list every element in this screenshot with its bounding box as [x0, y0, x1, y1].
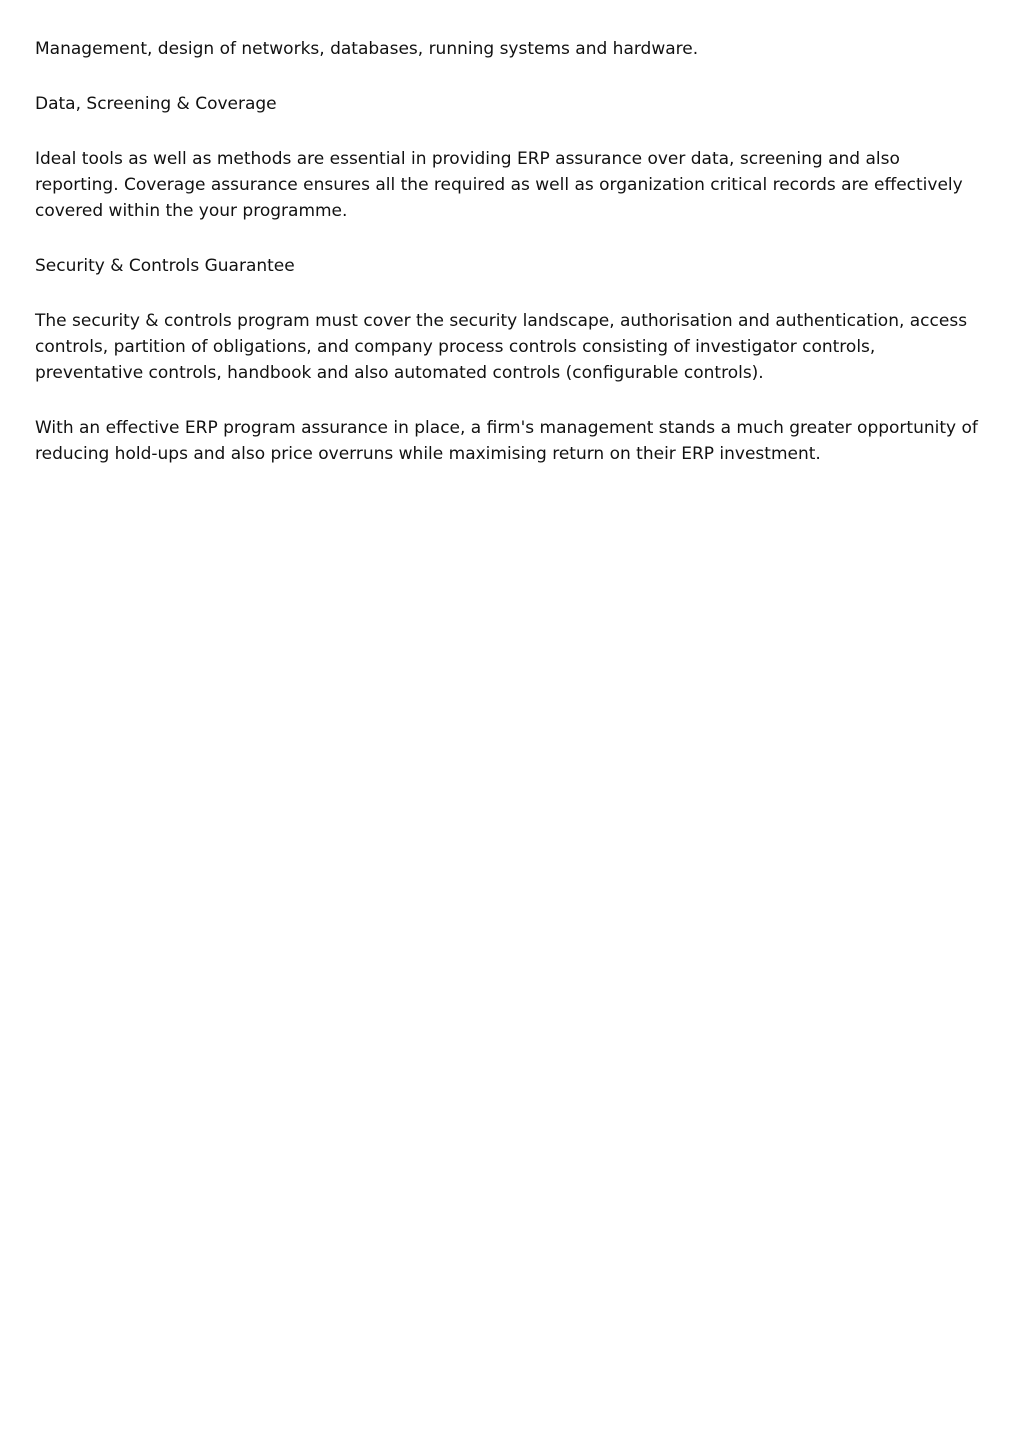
intro-paragraph: Management, design of networks, databases, running systems and hardware. [35, 39, 699, 59]
section-heading-security-controls: Security & Controls Guarantee [35, 256, 295, 276]
conclusion-paragraph: With an effective ERP program assurance in place, a firm's management stands a much greater opportunity of reducing hold-ups and also price overruns while maximising return on their ERP investment. [35, 418, 978, 464]
section-heading-data-screening-coverage: Data, Screening & Coverage [35, 94, 277, 114]
security-controls-paragraph: The security & controls program must cover the security landscape, authorisation and authentication, access controls, partition of obligations, and company process controls consisting of investigator controls, preventative controls, handbook and also automated controls (configurable controls). [35, 311, 968, 383]
data-screening-paragraph: Ideal tools as well as methods are essential in providing ERP assurance over data, screening and also reporting. Coverage assurance ensures all the required as well as organization critical records are effectively covered within the your programme. [35, 149, 963, 221]
